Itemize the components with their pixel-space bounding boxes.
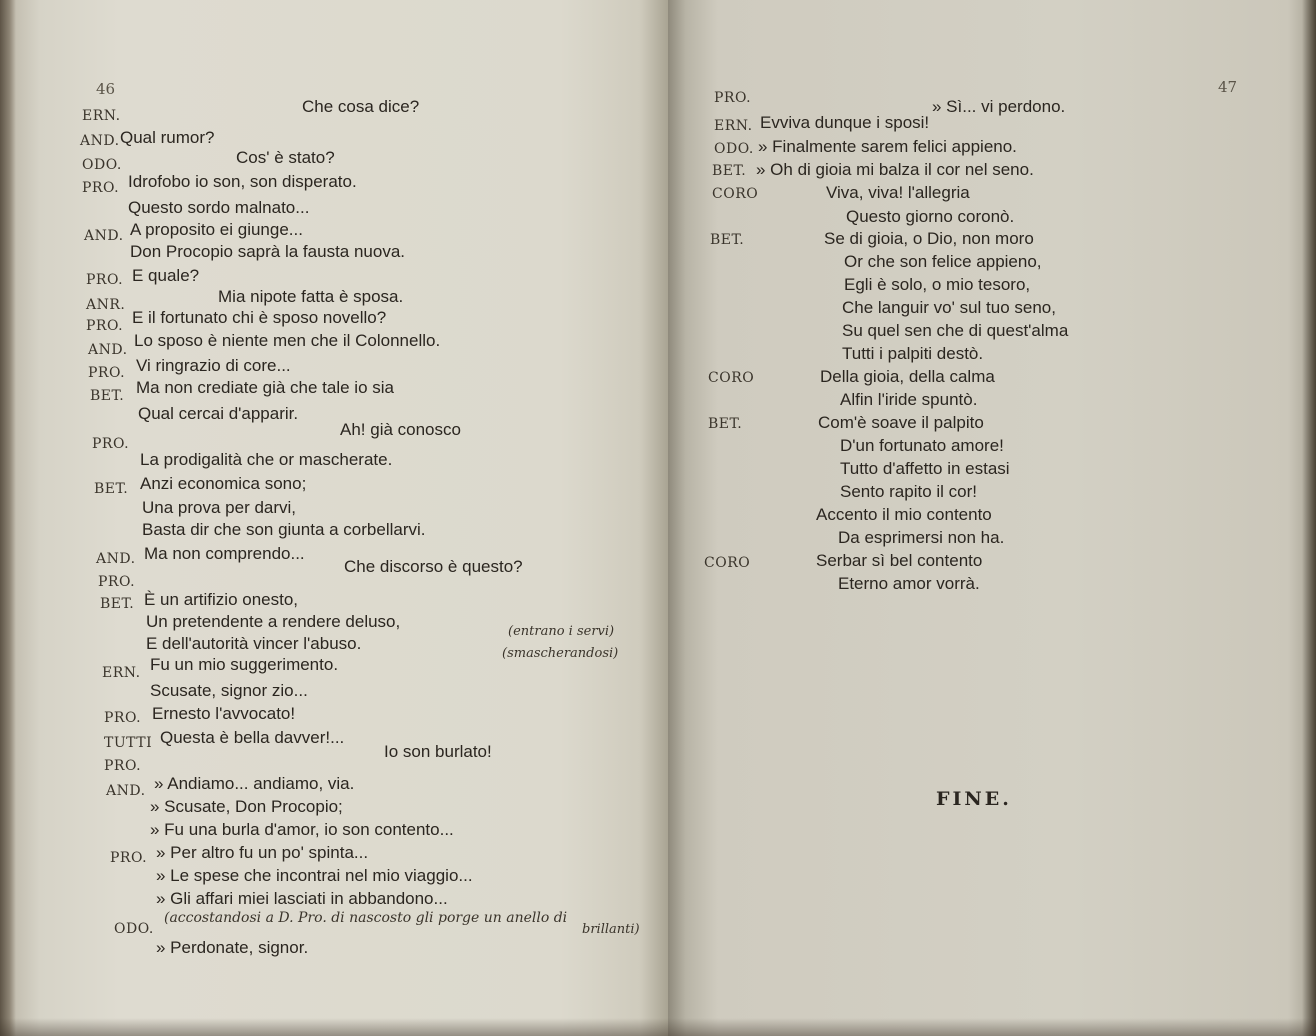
line-text: Ma non comprendo... <box>144 544 305 563</box>
speaker: AND. <box>88 342 128 358</box>
line-text: » Per altro fu un po' spinta... <box>156 843 369 862</box>
line-text: Della gioia, della calma <box>820 367 995 386</box>
speaker: PRO. <box>110 850 148 866</box>
speaker: AND. <box>84 228 124 244</box>
speaker: TUTTI <box>104 735 153 751</box>
speaker: ERN. <box>714 118 753 134</box>
line-text: Che cosa dice? <box>302 97 420 116</box>
line-text: Anzi economica sono; <box>140 474 307 493</box>
speaker: BET. <box>710 232 745 248</box>
speaker: PRO. <box>104 758 142 774</box>
line-text: Se di gioia, o Dio, non moro <box>824 229 1034 248</box>
speaker: PRO. <box>714 90 752 106</box>
line-text: Questo sordo malnato... <box>128 198 310 217</box>
page-edge <box>1302 0 1316 1036</box>
stage-direction: (accostandosi a D. Pro. di nascosto gli porge un anello di <box>164 910 568 926</box>
line-text: E dell'autorità vincer l'abuso. <box>146 634 362 653</box>
line-text: Una prova per darvi, <box>142 498 297 517</box>
speaker: AND. <box>106 783 146 799</box>
line-text: » Scusate, Don Procopio; <box>150 797 343 816</box>
line-text: Com'è soave il palpito <box>818 413 984 432</box>
line-text: » Gli affari miei lasciati in abbandono... <box>156 889 448 908</box>
line-text: Tutti i palpiti destò. <box>842 344 984 363</box>
line-text: Questo giorno coronò. <box>846 207 1015 226</box>
line-text: Questa è bella davver!... <box>160 728 345 747</box>
line-text: Accento il mio contento <box>816 505 992 524</box>
line-text: Serbar sì bel contento <box>816 551 983 570</box>
page-shadow <box>0 1018 668 1036</box>
line-text: D'un fortunato amore! <box>840 436 1004 455</box>
line-text: Che discorso è questo? <box>344 557 523 576</box>
speaker: ODO. <box>82 157 122 173</box>
line-text: Qual cercai d'apparir. <box>138 404 299 423</box>
stage-direction: brillanti) <box>582 922 640 937</box>
speaker: PRO. <box>88 365 126 381</box>
page-number-right: 47 <box>1218 78 1238 96</box>
speaker: PRO. <box>86 318 124 334</box>
line-text: Egli è solo, o mio tesoro, <box>844 275 1031 294</box>
stage-direction: (smascherandosi) <box>502 646 619 661</box>
line-text: Tutto d'affetto in estasi <box>840 459 1010 478</box>
speaker: CORO <box>712 186 759 202</box>
line-text: E il fortunato chi è sposo novello? <box>132 308 387 327</box>
speaker: PRO. <box>86 272 124 288</box>
speaker: ANR. <box>86 297 126 313</box>
line-text: Scusate, signor zio... <box>150 681 308 700</box>
end-title: FINE. <box>936 788 1012 810</box>
right-page <box>668 0 1316 1036</box>
line-text: Sento rapito il cor! <box>840 482 978 501</box>
line-text: » Fu una burla d'amor, io son contento... <box>150 820 454 839</box>
line-text: Su quel sen che di quest'alma <box>842 321 1069 340</box>
speaker: BET. <box>712 163 747 179</box>
line-text: Lo sposo è niente men che il Colonnello. <box>134 331 441 350</box>
stage-direction: (entrano i servi) <box>508 624 615 639</box>
line-text: Io son burlato! <box>384 742 492 761</box>
speaker: ERN. <box>82 108 121 124</box>
line-text: E quale? <box>132 266 200 285</box>
line-text: » Andiamo... andiamo, via. <box>154 774 355 793</box>
page-shadow <box>668 1018 1316 1036</box>
line-text: Viva, viva! l'allegria <box>826 183 970 202</box>
line-text: Don Procopio saprà la fausta nuova. <box>130 242 406 261</box>
speaker: AND. <box>96 551 136 567</box>
line-text: » Perdonate, signor. <box>156 938 309 957</box>
line-text: Ah! già conosco <box>340 420 461 439</box>
speaker: PRO. <box>82 180 120 196</box>
line-text: Alfin l'iride spuntò. <box>840 390 978 409</box>
line-text: Da esprimersi non ha. <box>838 528 1005 547</box>
speaker: ERN. <box>102 665 141 681</box>
speaker: PRO. <box>104 710 142 726</box>
line-text: » Le spese che incontrai nel mio viaggio... <box>156 866 473 885</box>
line-text: Mia nipote fatta è sposa. <box>218 287 404 306</box>
speaker: BET. <box>708 416 743 432</box>
speaker: ODO. <box>714 141 754 157</box>
speaker: PRO. <box>98 574 136 590</box>
line-text: Basta dir che son giunta a corbellarvi. <box>142 520 426 539</box>
line-text: Or che son felice appieno, <box>844 252 1042 271</box>
line-text: Ma non crediate già che tale io sia <box>136 378 394 397</box>
line-text: È un artifizio onesto, <box>144 590 299 609</box>
line-text: Che languir vo' sul tuo seno, <box>842 298 1056 317</box>
speaker: CORO <box>704 555 751 571</box>
speaker: BET. <box>94 481 129 497</box>
speaker: BET. <box>100 596 135 612</box>
line-text: Qual rumor? <box>120 128 215 147</box>
line-text: » Finalmente sarem felici appieno. <box>758 137 1017 156</box>
speaker: PRO. <box>92 436 130 452</box>
speaker: BET. <box>90 388 125 404</box>
line-text: Cos' è stato? <box>236 148 335 167</box>
page-number-left: 46 <box>96 80 116 98</box>
line-text: Vi ringrazio di core... <box>136 356 291 375</box>
line-text: La prodigalità che or mascherate. <box>140 450 393 469</box>
binding-edge <box>0 0 16 1036</box>
speaker: CORO <box>708 370 755 386</box>
line-text: Idrofobo io son, son disperato. <box>128 172 357 191</box>
speaker: ODO. <box>114 921 154 937</box>
line-text: Ernesto l'avvocato! <box>152 704 296 723</box>
line-text: Fu un mio suggerimento. <box>150 655 339 674</box>
speaker: AND. <box>80 133 120 149</box>
line-text: Un pretendente a rendere deluso, <box>146 612 401 631</box>
line-text: Eterno amor vorrà. <box>838 574 980 593</box>
line-text: A proposito ei giunge... <box>130 220 303 239</box>
line-text: Evviva dunque i sposi! <box>760 113 930 132</box>
line-text: » Sì... vi perdono. <box>932 97 1066 116</box>
line-text: » Oh di gioia mi balza il cor nel seno. <box>756 160 1034 179</box>
